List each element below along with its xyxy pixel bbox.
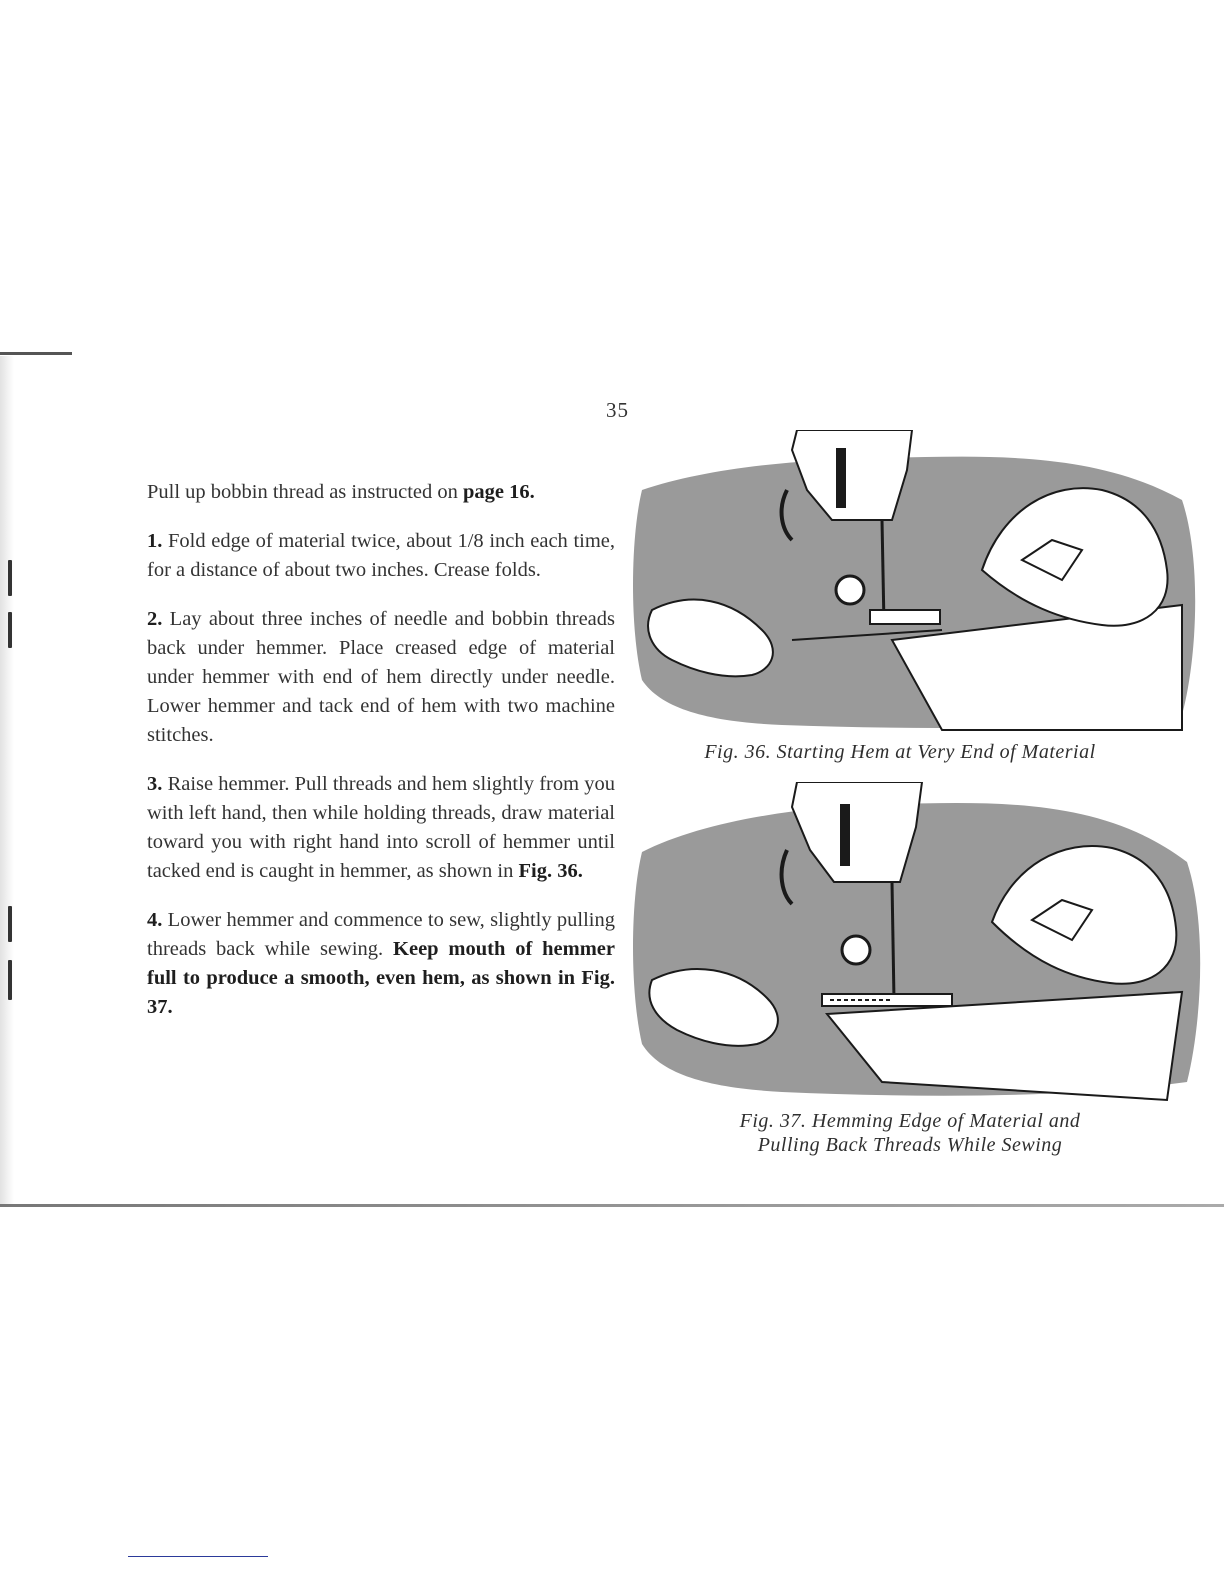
- step-4: [147, 906, 615, 1022]
- margin-binding-mark: [8, 960, 12, 1000]
- needle: [892, 882, 894, 1000]
- step-text: Lower hemmer and commence to sew, slightly pulling threads back while sewing.: [147, 909, 615, 960]
- page-number: 35: [606, 398, 629, 422]
- step-text: Lay about three inches of needle and bobbin threads back under hemmer. Place creased edge of material under hemmer with end of hem directly under needle. Lower hemmer and tack end of hem with two machine stitches.: [147, 608, 616, 746]
- page-reference-link[interactable]: page 16.: [463, 481, 535, 503]
- hemmer-foot: [870, 610, 940, 624]
- thumb-screw: [842, 936, 870, 964]
- margin-binding-mark: [8, 560, 12, 596]
- fig37-illustration: [622, 782, 1210, 1104]
- step-number: 1.: [147, 530, 163, 552]
- scan-edge-top: [0, 352, 72, 355]
- footer-rule: [128, 1556, 268, 1557]
- step-text: Fold edge of material twice, about 1/8 inch each time, for a distance of about two inches. Crease folds.: [147, 530, 616, 581]
- needle-bar: [836, 448, 846, 508]
- emphasis-text: Keep mouth of hemmer full to produce a smooth, even hem, as shown in Fig. 37.: [147, 938, 615, 1018]
- intro-paragraph: [147, 478, 615, 507]
- fig37-caption-line1: Fig. 37. Hemming Edge of Material and: [739, 1110, 1081, 1132]
- fig37-caption: [690, 1109, 1130, 1157]
- scan-edge-left: [0, 356, 14, 1206]
- instructions-column: [147, 478, 615, 1042]
- needle-bar: [840, 804, 850, 866]
- fig37-caption-line2: Pulling Back Threads While Sewing: [757, 1134, 1063, 1156]
- scan-edge-bottom: [0, 1204, 1224, 1207]
- step-2: [147, 605, 615, 750]
- fig36-illustration: [622, 430, 1210, 740]
- step-number: 2.: [147, 608, 163, 630]
- step-number: 4.: [147, 909, 163, 931]
- margin-binding-mark: [8, 612, 12, 648]
- step-3: [147, 770, 615, 886]
- fig36-caption: Fig. 36. Starting Hem at Very End of Material: [704, 741, 1096, 763]
- step-1: [147, 527, 615, 585]
- step-number: 3.: [147, 773, 163, 795]
- margin-binding-mark: [8, 906, 12, 942]
- intro-text: Pull up bobbin thread as instructed on: [147, 481, 458, 503]
- thumb-screw: [836, 576, 864, 604]
- step-text: Raise hemmer. Pull threads and hem slightly from you with left hand, then while holding threads, draw material toward you with right hand into scroll of hemmer until tacked end is caught in hemmer, as shown in: [147, 773, 615, 882]
- figure-reference: Fig. 36.: [518, 860, 583, 882]
